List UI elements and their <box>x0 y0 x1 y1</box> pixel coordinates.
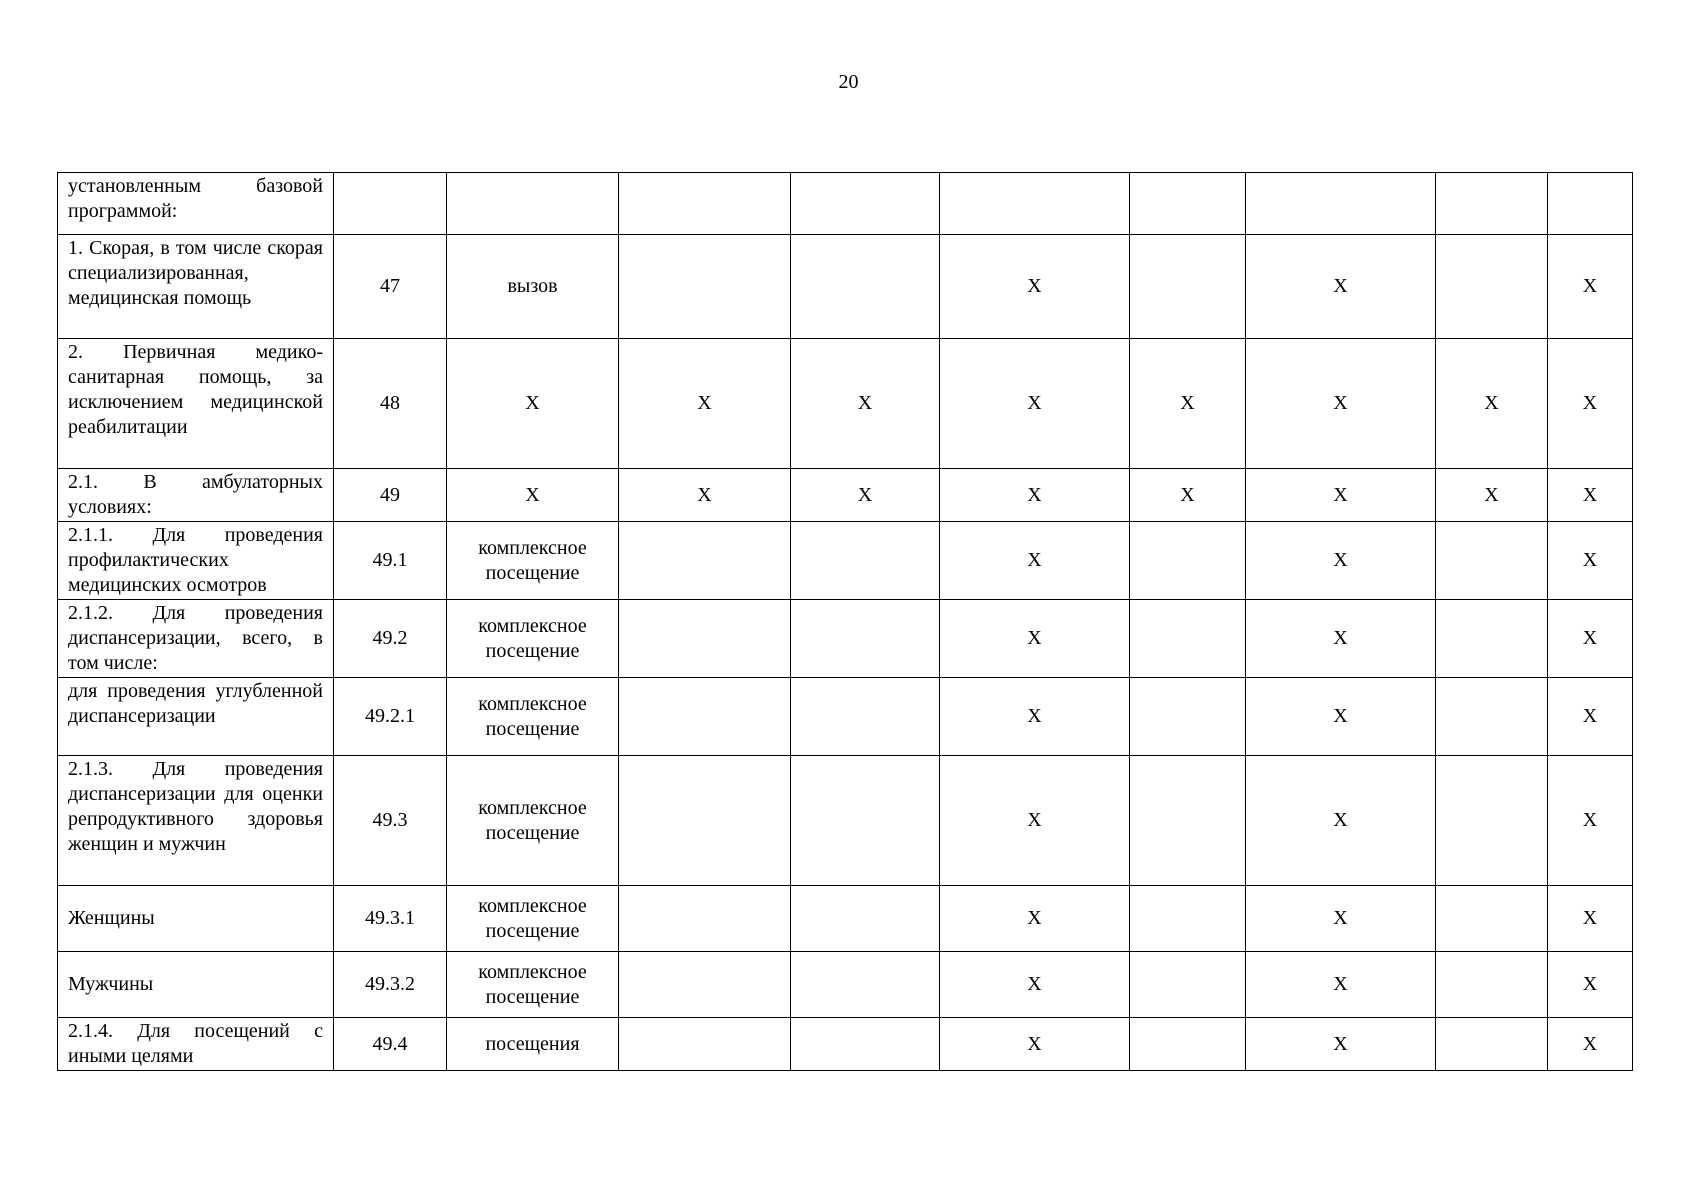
row-value-cell: X <box>791 469 940 522</box>
row-unit-cell: комплексное посещение <box>447 952 619 1018</box>
row-value-cell <box>1436 678 1548 756</box>
row-value-cell <box>619 173 791 235</box>
row-value-cell <box>619 678 791 756</box>
row-unit-cell: комплексное посещение <box>447 886 619 952</box>
row-name-cell: 2.1.3. Для проведения диспансеризации для оценки репродуктивного здоровья женщин и мужчин <box>58 756 334 886</box>
row-unit-cell: посещения <box>447 1018 619 1071</box>
row-value-cell: X <box>940 678 1130 756</box>
table-row <box>58 600 1633 678</box>
row-value-cell: X <box>940 1018 1130 1071</box>
row-value-cell <box>791 600 940 678</box>
row-value-cell <box>1130 756 1246 886</box>
row-value-cell <box>1130 886 1246 952</box>
row-value-cell: X <box>940 756 1130 886</box>
row-value-cell <box>1246 173 1436 235</box>
row-name-cell: Женщины <box>58 886 334 952</box>
row-code-cell: 49.2.1 <box>334 678 447 756</box>
row-value-cell: X <box>940 469 1130 522</box>
row-value-cell <box>1436 886 1548 952</box>
table-row <box>58 339 1633 469</box>
row-value-cell <box>619 952 791 1018</box>
row-unit-cell: комплексное посещение <box>447 678 619 756</box>
row-value-cell <box>1130 522 1246 600</box>
row-name-cell: 2.1. В амбулаторных условиях: <box>58 469 334 522</box>
row-value-cell <box>791 756 940 886</box>
row-unit-cell: X <box>447 469 619 522</box>
row-value-cell: X <box>1246 952 1436 1018</box>
row-value-cell: X <box>1548 952 1633 1018</box>
row-value-cell: X <box>791 339 940 469</box>
row-value-cell: X <box>1246 339 1436 469</box>
row-value-cell <box>619 522 791 600</box>
row-value-cell: X <box>1246 235 1436 339</box>
row-value-cell: X <box>1548 1018 1633 1071</box>
page-number: 20 <box>838 71 859 93</box>
row-value-cell: X <box>1436 469 1548 522</box>
row-code-cell: 49.4 <box>334 1018 447 1071</box>
row-code-cell: 49.2 <box>334 600 447 678</box>
row-name-cell: установленным базовой программой: <box>58 173 334 235</box>
row-code-cell: 49.3.2 <box>334 952 447 1018</box>
row-value-cell <box>1130 952 1246 1018</box>
row-value-cell <box>1130 600 1246 678</box>
row-value-cell: X <box>1130 469 1246 522</box>
row-unit-cell <box>447 173 619 235</box>
table-row <box>58 469 1633 522</box>
row-value-cell <box>619 235 791 339</box>
row-unit-cell: комплексное посещение <box>447 522 619 600</box>
table-row <box>58 522 1633 600</box>
row-value-cell <box>791 678 940 756</box>
row-value-cell: X <box>1548 678 1633 756</box>
row-value-cell: X <box>1130 339 1246 469</box>
row-name-cell: для проведения углубленной диспансеризации <box>58 678 334 756</box>
row-value-cell <box>1436 756 1548 886</box>
row-value-cell: X <box>1548 235 1633 339</box>
row-unit-cell: вызов <box>447 235 619 339</box>
row-value-cell: X <box>940 522 1130 600</box>
row-value-cell: X <box>940 886 1130 952</box>
row-code-cell: 49.3.1 <box>334 886 447 952</box>
row-value-cell <box>1436 522 1548 600</box>
row-value-cell: X <box>1246 1018 1436 1071</box>
row-value-cell: X <box>940 600 1130 678</box>
row-value-cell <box>1130 235 1246 339</box>
row-value-cell <box>1436 235 1548 339</box>
table-row <box>58 678 1633 756</box>
table-row <box>58 886 1633 952</box>
row-value-cell <box>1436 600 1548 678</box>
row-value-cell: X <box>1436 339 1548 469</box>
row-value-cell <box>1436 1018 1548 1071</box>
row-value-cell: X <box>1548 469 1633 522</box>
row-value-cell: X <box>1246 678 1436 756</box>
row-value-cell: X <box>940 235 1130 339</box>
row-value-cell <box>791 886 940 952</box>
row-unit-cell: X <box>447 339 619 469</box>
row-value-cell <box>619 886 791 952</box>
table-row <box>58 235 1633 339</box>
row-value-cell <box>1436 952 1548 1018</box>
row-value-cell <box>791 522 940 600</box>
row-value-cell: X <box>940 339 1130 469</box>
row-value-cell <box>619 1018 791 1071</box>
row-value-cell: X <box>619 469 791 522</box>
row-name-cell: 1. Скорая, в том числе скорая специализированная, медицинская помощь <box>58 235 334 339</box>
table-row <box>58 756 1633 886</box>
row-value-cell: X <box>1548 522 1633 600</box>
row-value-cell: X <box>1246 600 1436 678</box>
row-unit-cell: комплексное посещение <box>447 756 619 886</box>
row-value-cell: X <box>1246 756 1436 886</box>
row-value-cell <box>1548 173 1633 235</box>
row-value-cell <box>791 173 940 235</box>
row-value-cell <box>940 173 1130 235</box>
row-value-cell: X <box>1548 886 1633 952</box>
row-value-cell <box>1130 173 1246 235</box>
data-table <box>57 172 1633 1071</box>
row-name-cell: 2.1.4. Для посещений с иными целями <box>58 1018 334 1071</box>
table-row <box>58 1018 1633 1071</box>
row-code-cell: 49.1 <box>334 522 447 600</box>
row-name-cell: 2. Первичная медико-санитарная помощь, за исключением медицинской реабилитации <box>58 339 334 469</box>
row-code-cell: 49.3 <box>334 756 447 886</box>
row-value-cell <box>791 235 940 339</box>
table-row <box>58 952 1633 1018</box>
row-value-cell <box>619 756 791 886</box>
row-value-cell: X <box>1246 886 1436 952</box>
row-value-cell <box>1130 1018 1246 1071</box>
row-name-cell: 2.1.1. Для проведения профилактических медицинских осмотров <box>58 522 334 600</box>
row-value-cell: X <box>1246 522 1436 600</box>
row-value-cell <box>791 1018 940 1071</box>
row-code-cell <box>334 173 447 235</box>
row-value-cell: X <box>1548 756 1633 886</box>
row-value-cell <box>619 600 791 678</box>
row-code-cell: 49 <box>334 469 447 522</box>
row-value-cell: X <box>940 952 1130 1018</box>
row-value-cell: X <box>619 339 791 469</box>
row-value-cell: X <box>1548 600 1633 678</box>
table-row <box>58 173 1633 235</box>
row-value-cell: X <box>1548 339 1633 469</box>
row-code-cell: 47 <box>334 235 447 339</box>
row-value-cell <box>1130 678 1246 756</box>
row-value-cell <box>1436 173 1548 235</box>
row-name-cell: 2.1.2. Для проведения диспансеризации, всего, в том числе: <box>58 600 334 678</box>
row-value-cell: X <box>1246 469 1436 522</box>
row-name-cell: Мужчины <box>58 952 334 1018</box>
row-code-cell: 48 <box>334 339 447 469</box>
row-unit-cell: комплексное посещение <box>447 600 619 678</box>
row-value-cell <box>791 952 940 1018</box>
